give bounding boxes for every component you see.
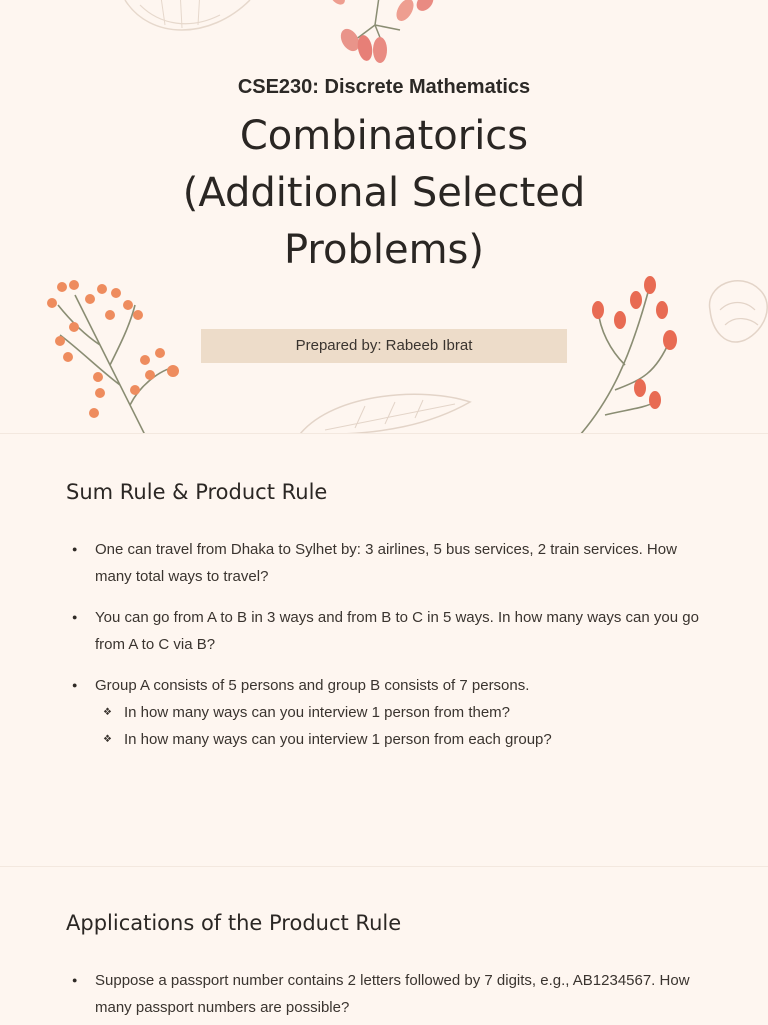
slide-sum-product-rule [0, 434, 768, 866]
title-slide [0, 0, 768, 433]
bullet-list [66, 536, 706, 767]
leaf-outline-icon [120, 0, 260, 40]
bullet-text: One can travel from Dhaka to Sylhet by: 3 airlines, 5 bus services, 2 train services. How many total ways to travel? [95, 541, 677, 585]
list-item [66, 536, 706, 590]
title-line: Combinatorics [239, 113, 529, 159]
sub-list-item [95, 699, 706, 726]
course-title: CSE230: Discrete Mathematics [237, 76, 531, 98]
list-item [66, 604, 706, 658]
list-item [66, 672, 706, 753]
leaf-outline-icon [295, 392, 475, 433]
flower-branch-icon [570, 270, 685, 433]
bullet-list [66, 967, 706, 1025]
bullet-text: Suppose a passport number contains 2 letters followed by 7 digits, e.g., AB1234567. How many passport numbers are possible? [95, 972, 690, 1016]
leaf-outline-icon [700, 270, 768, 350]
page-title [120, 108, 648, 279]
title-line: (Additional Selected [182, 170, 586, 216]
bullet-text: Group A consists of 5 persons and group B consists of 7 persons. [95, 677, 530, 694]
sub-bullet-text: In how many ways can you interview 1 person from each group? [124, 731, 552, 748]
list-item [66, 967, 706, 1021]
flower-branch-icon [315, 0, 445, 65]
prepared-by-bar: Prepared by: Rabeeb Ibrat [201, 329, 567, 363]
sub-bullet-text: In how many ways can you interview 1 person from them? [124, 704, 511, 721]
slide-product-rule-applications [0, 867, 768, 1025]
diamond-bullet-icon: ❖ [103, 734, 112, 745]
section-heading: Sum Rule & Product Rule [66, 480, 328, 504]
sub-list [95, 699, 706, 753]
sub-list-item [95, 726, 706, 753]
bullet-text: You can go from A to B in 3 ways and from B to C in 5 ways. In how many ways can you go from A to C via B? [95, 609, 699, 653]
section-heading: Applications of the Product Rule [66, 911, 402, 935]
title-line: Problems) [284, 227, 484, 273]
flower-branch-icon [40, 275, 190, 433]
diamond-bullet-icon: ❖ [103, 707, 112, 718]
